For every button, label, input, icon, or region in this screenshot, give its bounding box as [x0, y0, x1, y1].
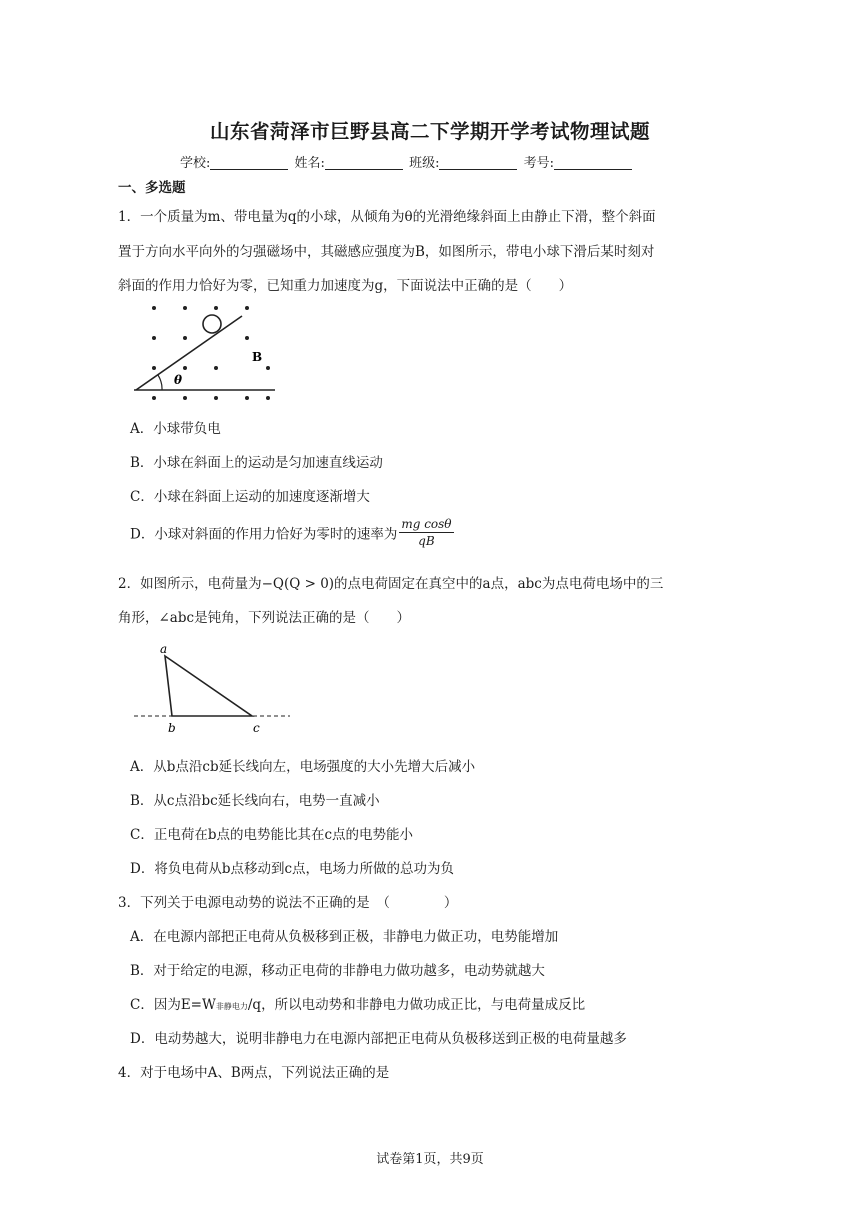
q3-option-a: A．在电源内部把正电荷从负极移到正极，非静电力做正功，电势能增加 — [130, 929, 559, 945]
q1-option-d — [130, 516, 454, 549]
q1-line2: 置于方向水平向外的匀强磁场中，其磁感应强度为B，如图所示，带电小球下滑后某时刻对 — [118, 244, 655, 260]
student-info-row — [180, 152, 634, 171]
fraction-denominator: qB — [418, 534, 435, 548]
q1-option-a: A．小球带负电 — [130, 421, 221, 437]
class-blank — [439, 155, 517, 170]
theta-label: θ — [174, 373, 183, 387]
exam-no-label: 考号: — [523, 156, 554, 171]
speed-fraction — [399, 516, 453, 549]
q3-option-c-pre: C．因为E=W — [130, 997, 216, 1013]
triangle-abc — [165, 656, 252, 716]
q2-line2: 角形，∠abc是钝角，下列说法正确的是（ ） — [118, 610, 411, 626]
class-label: 班级: — [409, 156, 440, 171]
q4-line1: 4．对于电场中A、B两点，下列说法正确的是 — [118, 1065, 390, 1081]
q3-option-c-post: /q，所以电动势和非静电力做功成正比，与电荷量成反比 — [247, 997, 586, 1013]
q1-option-b: B．小球在斜面上的运动是匀加速直线运动 — [130, 455, 383, 471]
school-label: 学校: — [180, 156, 211, 171]
q2-triangle-figure — [130, 640, 295, 740]
name-blank — [325, 155, 403, 170]
q1-option-d-text: D．小球对斜面的作用力恰好为零时的速率为 — [130, 526, 398, 543]
page-title: 山东省菏泽市巨野县高二下学期开学考试物理试题 — [209, 120, 650, 143]
q3-option-b: B．对于给定的电源，移动正电荷的非静电力做功越多，电动势就越大 — [130, 963, 545, 979]
q2-option-d: D．将负电荷从b点移动到c点，电场力所做的总功为负 — [130, 861, 455, 877]
b-field-label: B — [252, 350, 263, 364]
q3-line1: 3．下列关于电源电动势的说法不正确的是 （ ） — [118, 895, 458, 911]
point-c-label: c — [253, 721, 260, 735]
q2-option-c: C．正电荷在b点的电势能比其在c点的电势能小 — [130, 827, 414, 843]
q1-line1: 1．一个质量为m、带电量为q的小球，从倾角为θ的光滑绝缘斜面上由静止下滑，整个斜面 — [118, 209, 656, 225]
angle-arc — [158, 375, 162, 390]
q2-option-b: B．从c点沿bc延长线向右，电势一直减小 — [130, 793, 380, 809]
ball — [203, 315, 221, 333]
q3-option-d: D．电动势越大，说明非静电力在电源内部把正电荷从负极移送到正极的电荷量越多 — [130, 1031, 627, 1047]
q2-line1: 2．如图所示，电荷量为−Q(Q > 0)的点电荷固定在真空中的a点，abc为点电荷电场中的三 — [118, 576, 664, 592]
point-a-label: a — [160, 642, 168, 656]
fraction-numerator: mg cosθ — [401, 517, 452, 531]
exam-no-blank — [554, 155, 632, 170]
point-b-label: b — [168, 721, 176, 735]
section-heading: 一、多选题 — [118, 180, 186, 196]
q1-incline-figure — [130, 298, 280, 404]
school-blank — [210, 155, 288, 170]
incline-line — [136, 316, 242, 390]
q3-option-c-subscript: 非静电力 — [215, 1002, 248, 1011]
page-footer: 试卷第1页，共9页 — [376, 1152, 484, 1167]
name-label: 姓名: — [294, 156, 325, 171]
q3-option-c — [130, 993, 585, 1013]
q2-option-a: A．从b点沿cb延长线向左，电场强度的大小先增大后减小 — [130, 759, 476, 775]
q1-option-c: C．小球在斜面上运动的加速度逐渐增大 — [130, 489, 370, 505]
q1-line3: 斜面的作用力恰好为零，已知重力加速度为g，下面说法中正确的是（ ） — [118, 278, 573, 294]
